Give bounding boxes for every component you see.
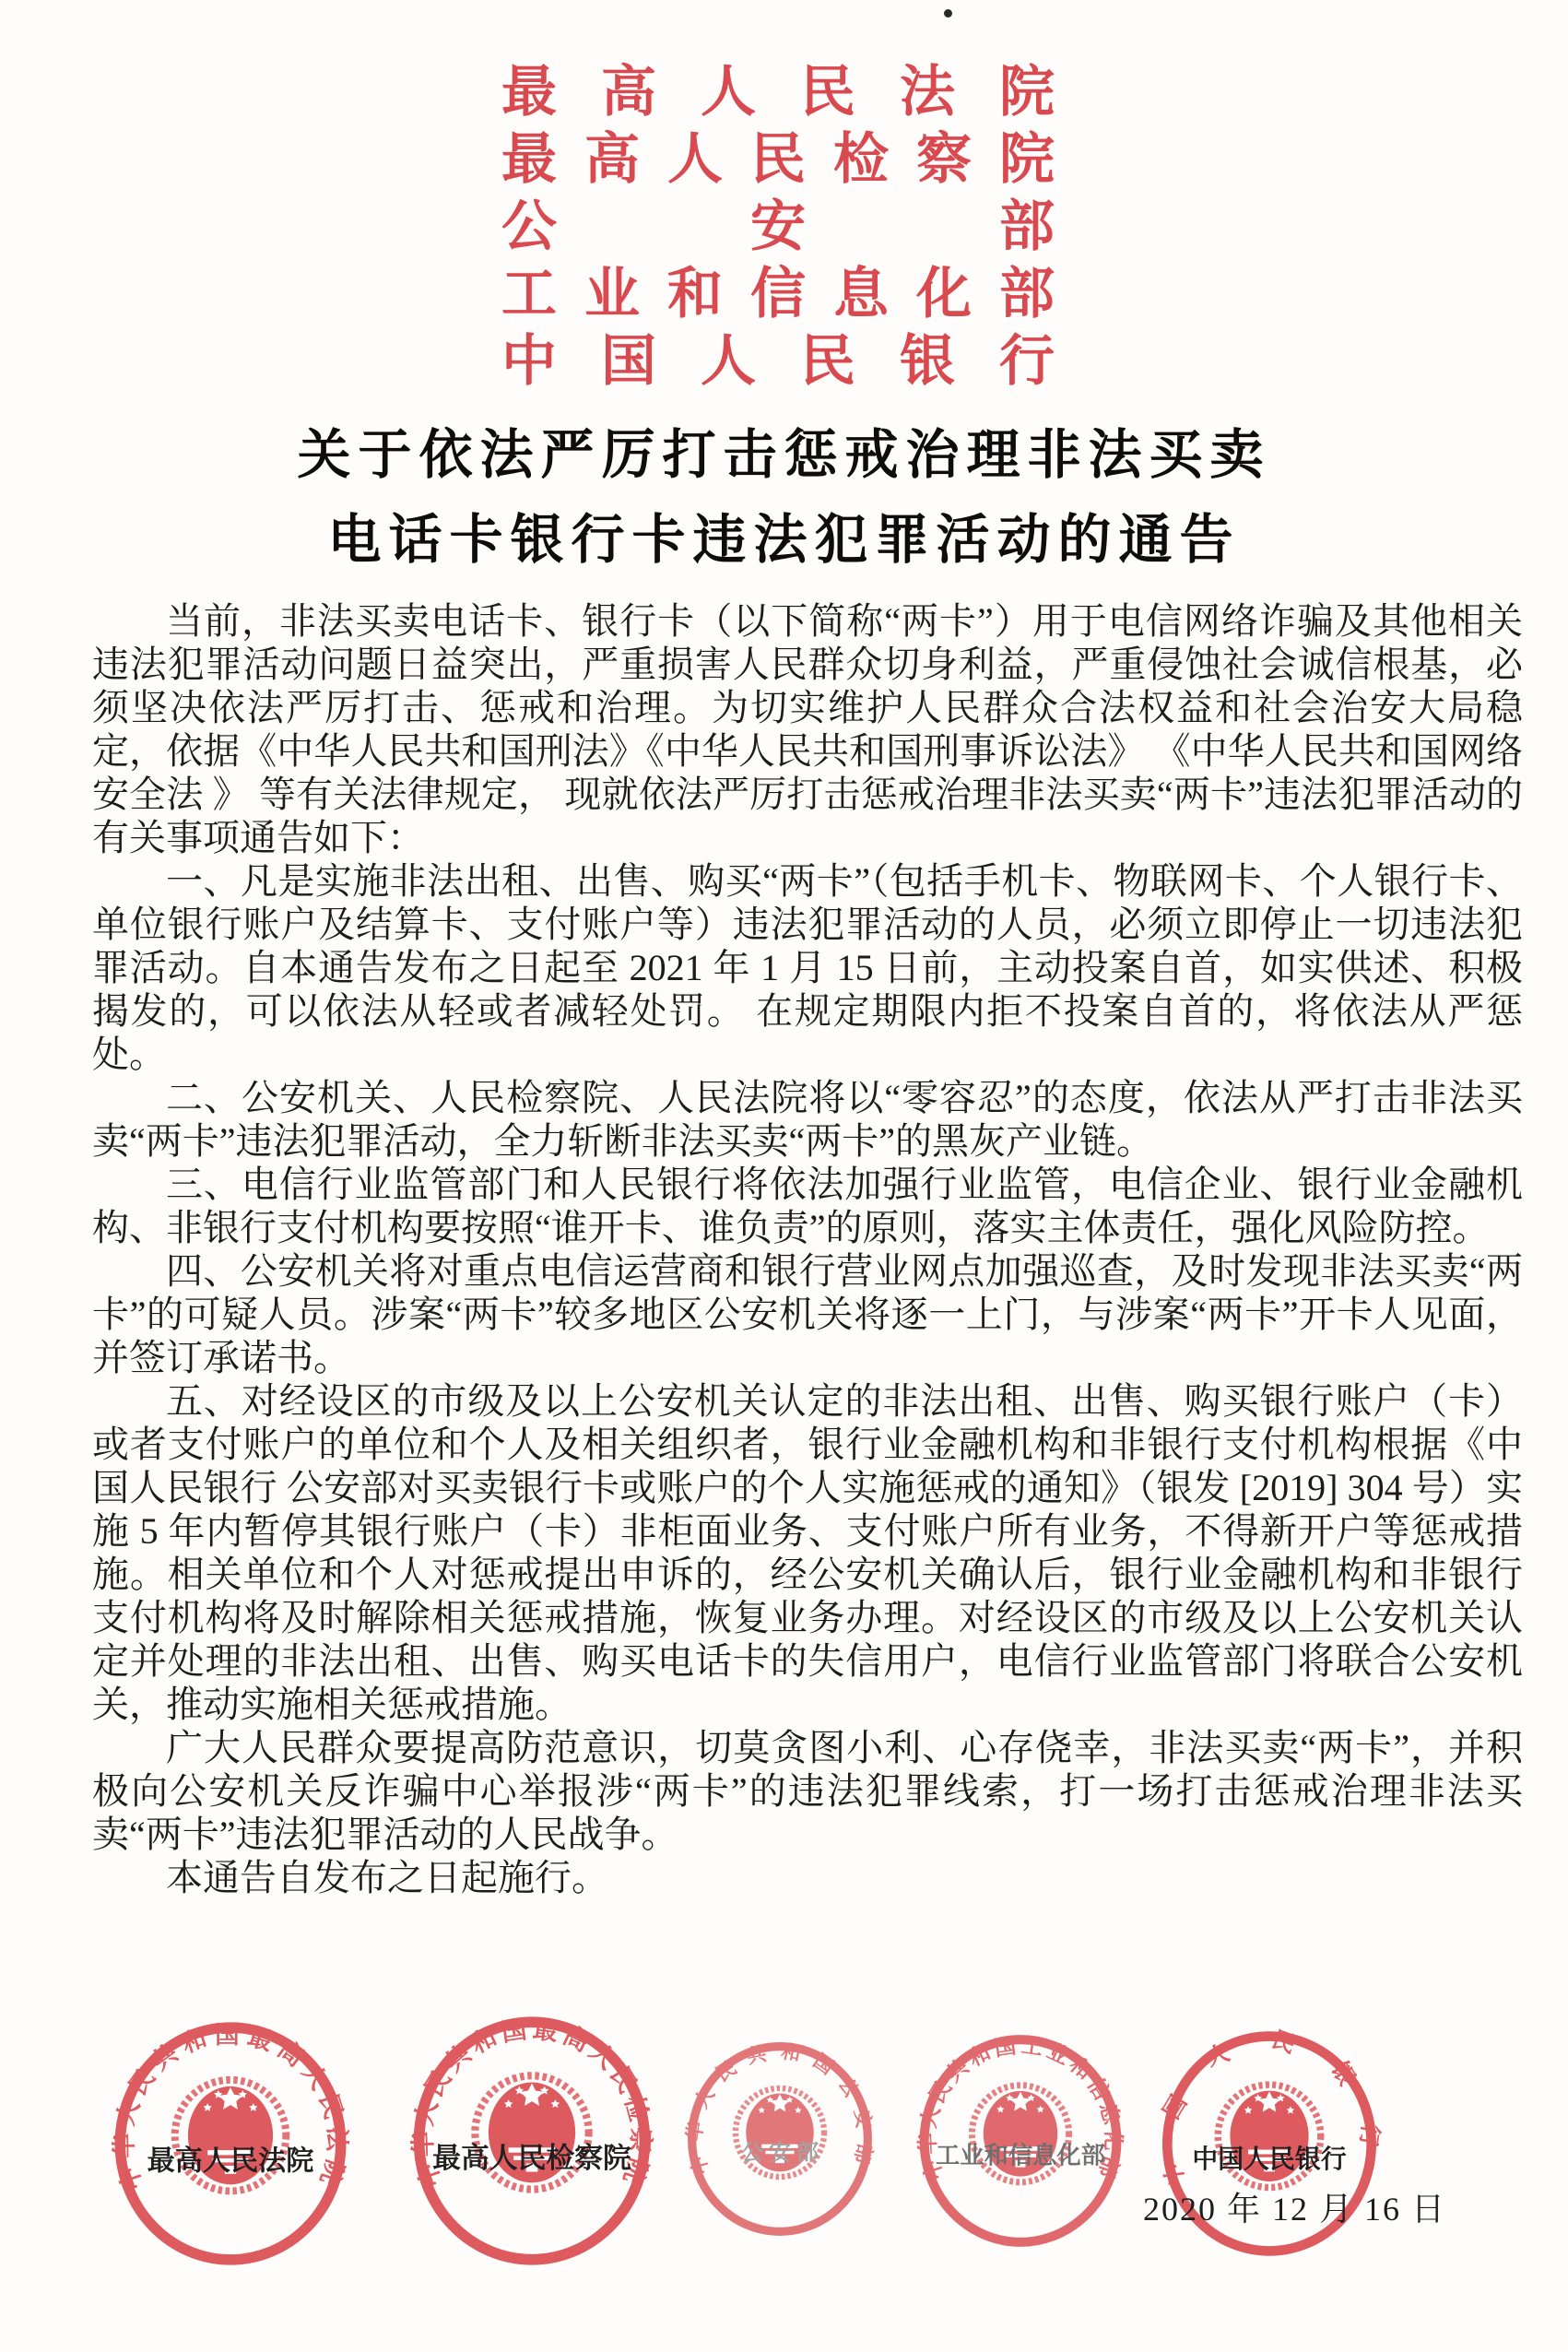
notice-paragraph-2: 二、公安机关、人民检察院、人民法院将以“零容忍”的态度，依法从严打击非法买卖“两卡”违法犯罪活动，全力斩断非法买卖“两卡”的黑灰产业链。 — [92, 1077, 1523, 1162]
notice-paragraph-4: 四、公安机关将对重点电信运营商和银行营业网点加强巡查，及时发现非法买卖“两卡”的可疑人员。涉案“两卡”较多地区公安机关将逐一上门，与涉案“两卡”开卡人见面，并签订承诺书。 — [92, 1250, 1523, 1378]
official-seal-public-security — [682, 2041, 878, 2237]
issuer-miit: 工 业 和 信 息 化 部 — [501, 264, 1055, 325]
seal-graphic — [914, 2034, 1127, 2248]
official-seal-supreme-procuratorate — [407, 2015, 657, 2266]
official-seal-supreme-court — [108, 2021, 353, 2266]
seal-label: 中国人民银行 — [1192, 2145, 1347, 2175]
letterhead-issuers — [501, 62, 1055, 401]
seal-label: 最高人民法院 — [147, 2145, 314, 2177]
seal-graphic — [407, 2015, 657, 2266]
notice-body — [92, 599, 1523, 1899]
seal-label: 工业和信息化部 — [936, 2142, 1105, 2169]
seal-ring-text: 中国人民银行 — [1156, 2027, 1383, 2188]
seal-graphic — [108, 2021, 353, 2266]
seal-ring-text: 中华人民共和国最高人民检察院 — [408, 2015, 655, 2192]
notice-paragraph-5: 五、对经设区的市级及以上公安机关认定的非法出租、出售、购买银行账户（卡）或者支付账户的单位和个人及相关组织者，银行业金融机构和非银行支付机构根据《中国人民银行 公安部对买卖银行卡或账户的个人实施惩戒的通知》（银发 [2019] 304 号）实施 5 年内暂停其银行账户（卡）非柜面业务、支付账户所有业务，不得新开户等惩戒措施。相关单位和个人对惩戒提出申诉的，经公安机关确认后，银行业金融机构和非银行支付机构将及时解除相关惩戒措施，恢复业务办理。对经设区的市级及以上公安机关认定并处理的非法出租、出售、购买电话卡的失信用户，电信行业监管部门将联合公安机关，推动实施相关惩戒措施。 — [92, 1380, 1523, 1725]
notice-title-line-2: 电话卡银行卡违法犯罪活动的通告 — [327, 510, 1241, 570]
official-seal-miit — [914, 2034, 1127, 2248]
issuer-supreme-procuratorate: 最 高 人 民 检 察 院 — [501, 129, 1055, 190]
issue-date: 2020 年 12 月 16 日 — [1143, 2191, 1447, 2228]
notice-paragraph-effective-date: 本通告自发布之日起施行。 — [166, 1857, 608, 1898]
scan-artifact-dot — [944, 9, 952, 18]
notice-title-line-1: 关于依法严厉打击惩戒治理非法买卖 — [297, 425, 1271, 485]
issuer-ministry-public-security: 公 安 部 — [501, 196, 1055, 257]
seal-ring-text: 中华人民共和国工业和信息化部 — [915, 2034, 1126, 2184]
seal-ring-text: 中华人民共和国公安部 — [682, 2039, 878, 2179]
notice-title — [0, 413, 1568, 583]
seal-graphic — [682, 2041, 878, 2237]
seal-label: 公 安 部 — [740, 2141, 819, 2166]
notice-paragraph-1: 一、凡是实施非法出租、出售、购买“两卡”（包括手机卡、物联网卡、个人银行卡、单位银行账户及结算卡、支付账户等）违法犯罪活动的人员，必须立即停止一切违法犯罪活动。自本通告发布之日起至 2021 年 1 月 15 日前，主动投案自首，如实供述、积极揭发的，可以依法从轻或者减轻处罚。 在规定期限内拒不投案自首的，将依法从严惩处。 — [92, 860, 1523, 1075]
issuer-pboc: 中 国 人 民 银 行 — [501, 331, 1055, 392]
notice-paragraph-3: 三、电信行业监管部门和人民银行将依法加强行业监管，电信企业、银行业金融机构、非银行支付机构要按照“谁开卡、谁负责”的原则，落实主体责任，强化风险防控。 — [92, 1164, 1523, 1248]
issuer-supreme-court: 最 高 人 民 法 院 — [501, 62, 1055, 123]
seal-ring-text: 中华人民共和国最高人民法院 — [110, 2020, 351, 2195]
notice-paragraph-public-appeal: 广大人民群众要提高防范意识，切莫贪图小利、心存侥幸，非法买卖“两卡”，并积极向公安机关反诈骗中心举报涉“两卡”的违法犯罪线索，打一场打击惩戒治理非法买卖“两卡”违法犯罪活动的人民战争。 — [92, 1727, 1523, 1855]
seal-label: 最高人民检察院 — [432, 2143, 631, 2175]
notice-paragraph-intro: 当前，非法买卖电话卡、银行卡（以下简称“两卡”）用于电信网络诈骗及其他相关违法犯罪活动问题日益突出，严重损害人民群众切身利益，严重侵蚀社会诚信根基，必须坚决依法严厉打击、惩戒和治理。为切实维护人民群众合法权益和社会治安大局稳定，依据《中华人民共和国刑法》《中华人民共和国刑事诉讼法》 《中华人民共和国网络安全法 》 等有关法律规定， 现就依法严厉打击惩戒治理非法买卖“两卡”违法犯罪活动的有关事项通告如下： — [92, 600, 1523, 858]
